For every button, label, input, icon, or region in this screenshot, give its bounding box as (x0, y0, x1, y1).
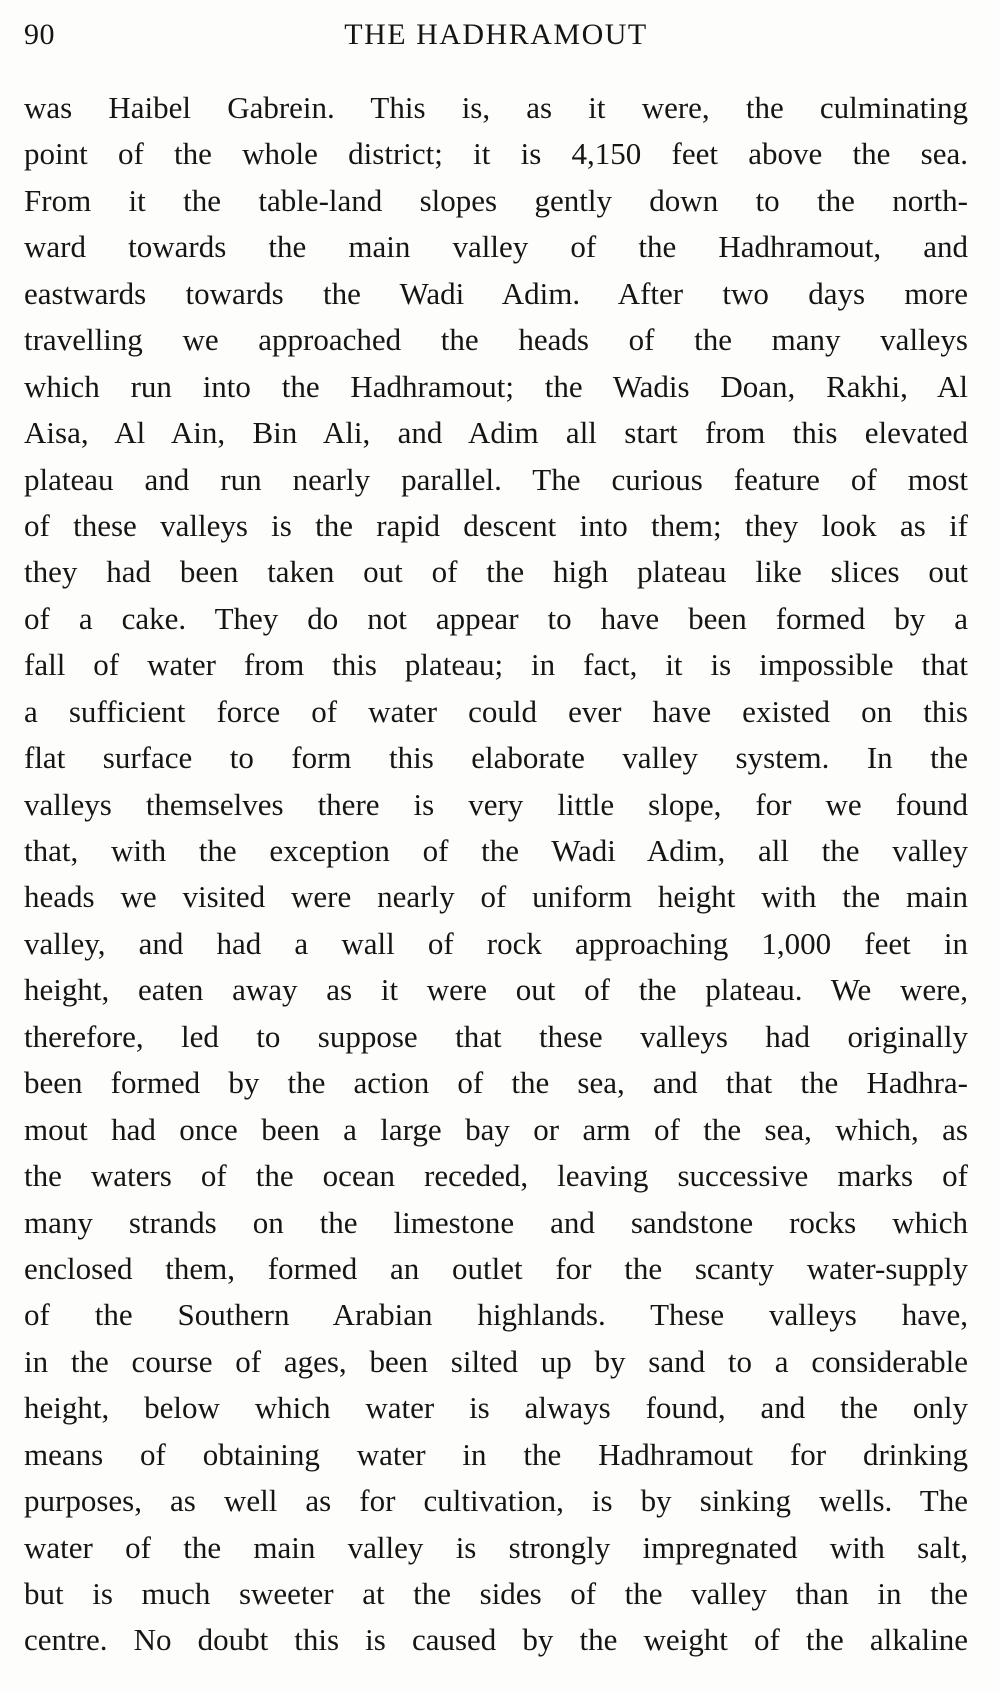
body-text (24, 85, 968, 1664)
page-number: 90 (24, 18, 55, 51)
text-line: a sufficient force of water could ever have existed on this (24, 693, 968, 729)
running-title: THE HADHRAMOUT (344, 18, 648, 51)
text-line: valleys themselves there is very little slope, for we found (24, 786, 968, 822)
text-line: eastwards towards the Wadi Adim. After two days more (24, 275, 968, 311)
text-line: that, with the exception of the Wadi Adim, all the valley (24, 833, 968, 868)
text-line: of the Southern Arabian highlands. These valleys have, (24, 1297, 968, 1333)
text-line: the waters of the ocean receded, leaving successive marks of (24, 1158, 968, 1194)
text-line: which run into the Hadhramout; the Wadis Doan, Rakhi, Al (24, 368, 968, 404)
text-line: fall of water from this plateau; in fact, it is impossible that (24, 647, 968, 683)
text-line: enclosed them, formed an outlet for the scanty water-supply (24, 1250, 968, 1286)
text-line: was Haibel Gabrein. This is, as it were, the culminating (24, 90, 968, 125)
text-line: means of obtaining water in the Hadhramout for drinking (24, 1436, 968, 1472)
page-header (24, 12, 968, 58)
text-line: been formed by the action of the sea, and that the Hadhra- (24, 1065, 968, 1101)
text-line: of a cake. They do not appear to have been formed by a (24, 600, 968, 636)
text-line: centre. No doubt this is caused by the weight of the alkaline (24, 1622, 968, 1658)
text-line: but is much sweeter at the sides of the valley than in the (24, 1576, 968, 1611)
text-line: ward towards the main valley of the Hadhramout, and (24, 229, 968, 265)
text-line: flat surface to form this elaborate valley system. In the (24, 740, 968, 776)
text-line: height, eaten away as it were out of the plateau. We were, (24, 972, 968, 1008)
text-line: travelling we approached the heads of the many valleys (24, 322, 968, 358)
text-line: Aisa, Al Ain, Bin Ali, and Adim all start from this elevated (24, 415, 968, 451)
text-line: height, below which water is always found, and the only (24, 1390, 968, 1426)
text-line: mout had once been a large bay or arm of the sea, which, as (24, 1111, 968, 1147)
text-line: purposes, as well as for cultivation, is by sinking wells. The (24, 1483, 968, 1519)
text-line: valley, and had a wall of rock approaching 1,000 feet in (24, 925, 968, 961)
text-line: point of the whole district; it is 4,150 feet above the sea. (24, 136, 968, 172)
text-line: From it the table-land slopes gently down to the north- (24, 182, 968, 218)
text-line: they had been taken out of the high plateau like slices out (24, 554, 968, 590)
text-line: water of the main valley is strongly impregnated with salt, (24, 1529, 968, 1565)
text-line: plateau and run nearly parallel. The curious feature of most (24, 461, 968, 497)
text-line: in the course of ages, been silted up by sand to a considerable (24, 1343, 968, 1379)
text-line: heads we visited were nearly of uniform height with the main (24, 879, 968, 915)
text-line: of these valleys is the rapid descent into them; they look as if (24, 507, 968, 543)
text-line: therefore, led to suppose that these valleys had originally (24, 1018, 968, 1054)
text-line: many strands on the limestone and sandstone rocks which (24, 1204, 968, 1240)
